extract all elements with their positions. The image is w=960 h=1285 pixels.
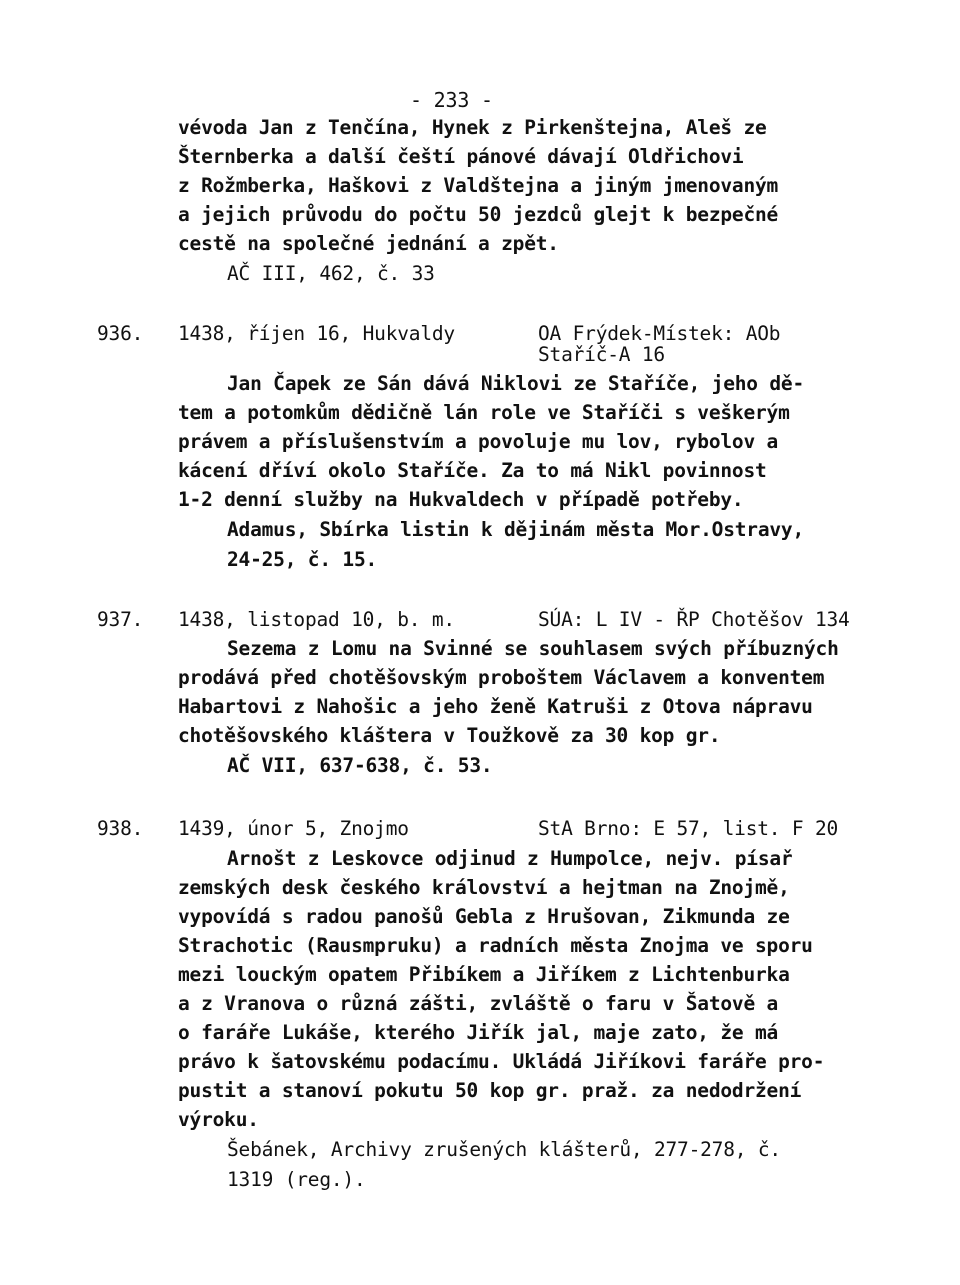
entry-text-line: o faráře Lukáše, kterého Jiřík jal, maje zato, že má bbox=[178, 1021, 779, 1044]
entry-text-line: právem a příslušenstvím a povoluje mu lov, rybolov a bbox=[178, 430, 779, 453]
entry-citation: AČ VII, 637-638, č. 53. bbox=[227, 754, 493, 777]
entry-text-line: Strachotic (Rausmpruku) a radních města Znojma ve sporu bbox=[178, 934, 813, 957]
entry-number: 937. bbox=[97, 608, 144, 631]
entry-text-line: zemských desk českého království a hejtman na Znojmě, bbox=[178, 876, 790, 899]
entry-text-line: výroku. bbox=[178, 1108, 259, 1131]
entry-text-line: Jan Čapek ze Sán dává Niklovi ze Staříče, jeho dě- bbox=[227, 372, 804, 395]
entry-archive: OA Frýdek-Místek: AOb bbox=[538, 322, 781, 345]
entry-text-line: Arnošt z Leskovce odjinud z Humpolce, nejv. písař bbox=[227, 847, 793, 870]
entry-date-place: 1438, listopad 10, b. m. bbox=[178, 608, 455, 631]
entry-text-line: Sezema z Lomu na Svinné se souhlasem svých příbuzných bbox=[227, 637, 839, 660]
entry-text-line: mezi louckým opatem Přibíkem a Jiříkem z Lichtenburka bbox=[178, 963, 790, 986]
entry-archive-cont: Staříč-A 16 bbox=[538, 343, 665, 366]
entry-citation: 24-25, č. 15. bbox=[227, 548, 378, 571]
entry-text-line: tem a potomkům dědičně lán role ve Staříči s veškerým bbox=[178, 401, 790, 424]
entry-text-line: 1-2 denní služby na Hukvaldech v případě potřeby. bbox=[178, 488, 744, 511]
entry-citation: Šebánek, Archivy zrušených klášterů, 277-278, č. bbox=[227, 1138, 781, 1161]
page-number: - 233 - bbox=[410, 88, 493, 112]
entry-number: 936. bbox=[97, 322, 144, 345]
entry-text-line: právo k šatovskému podacímu. Ukládá Jiříkovi faráře pro- bbox=[178, 1050, 825, 1073]
entry-text-line: Habartovi z Nahošic a jeho ženě Katruši z Otova nápravu bbox=[178, 695, 813, 718]
entry-date-place: 1438, říjen 16, Hukvaldy bbox=[178, 322, 455, 345]
entry-date-place: 1439, únor 5, Znojmo bbox=[178, 817, 409, 840]
entry-archive: StA Brno: E 57, list. F 20 bbox=[538, 817, 839, 840]
continuation-line: Šternberka a další čeští pánové dávají Oldřichovi bbox=[178, 145, 744, 168]
entry-text-line: prodává před chotěšovským proboštem Václavem a konventem bbox=[178, 666, 825, 689]
continuation-line: z Rožmberka, Haškovi z Valdštejna a jiným jmenovaným bbox=[178, 174, 779, 197]
entry-text-line: pustit a stanoví pokutu 50 kop gr. praž. za nedodržení bbox=[178, 1079, 802, 1102]
continuation-citation: AČ III, 462, č. 33 bbox=[227, 262, 435, 285]
continuation-line: vévoda Jan z Tenčína, Hynek z Pirkenštejna, Aleš ze bbox=[178, 116, 767, 139]
entry-text-line: vypovídá s radou panošů Gebla z Hrušovan, Zikmunda ze bbox=[178, 905, 790, 928]
entry-number: 938. bbox=[97, 817, 144, 840]
entry-archive: SÚA: L IV - ŘP Chotěšov 134 bbox=[538, 608, 850, 631]
entry-text-line: kácení dříví okolo Staříče. Za to má Nikl povinnost bbox=[178, 459, 767, 482]
entry-citation: 1319 (reg.). bbox=[227, 1168, 366, 1191]
continuation-line: a jejich průvodu do počtu 50 jezdců glejt k bezpečné bbox=[178, 203, 779, 226]
continuation-line: cestě na společné jednání a zpět. bbox=[178, 232, 559, 255]
entry-text-line: a z Vranova o různá zášti, zvláště o faru v Šatově a bbox=[178, 992, 779, 1015]
entry-text-line: chotěšovského kláštera v Toužkově za 30 kop gr. bbox=[178, 724, 721, 747]
entry-citation: Adamus, Sbírka listin k dějinám města Mor.Ostravy, bbox=[227, 518, 804, 541]
